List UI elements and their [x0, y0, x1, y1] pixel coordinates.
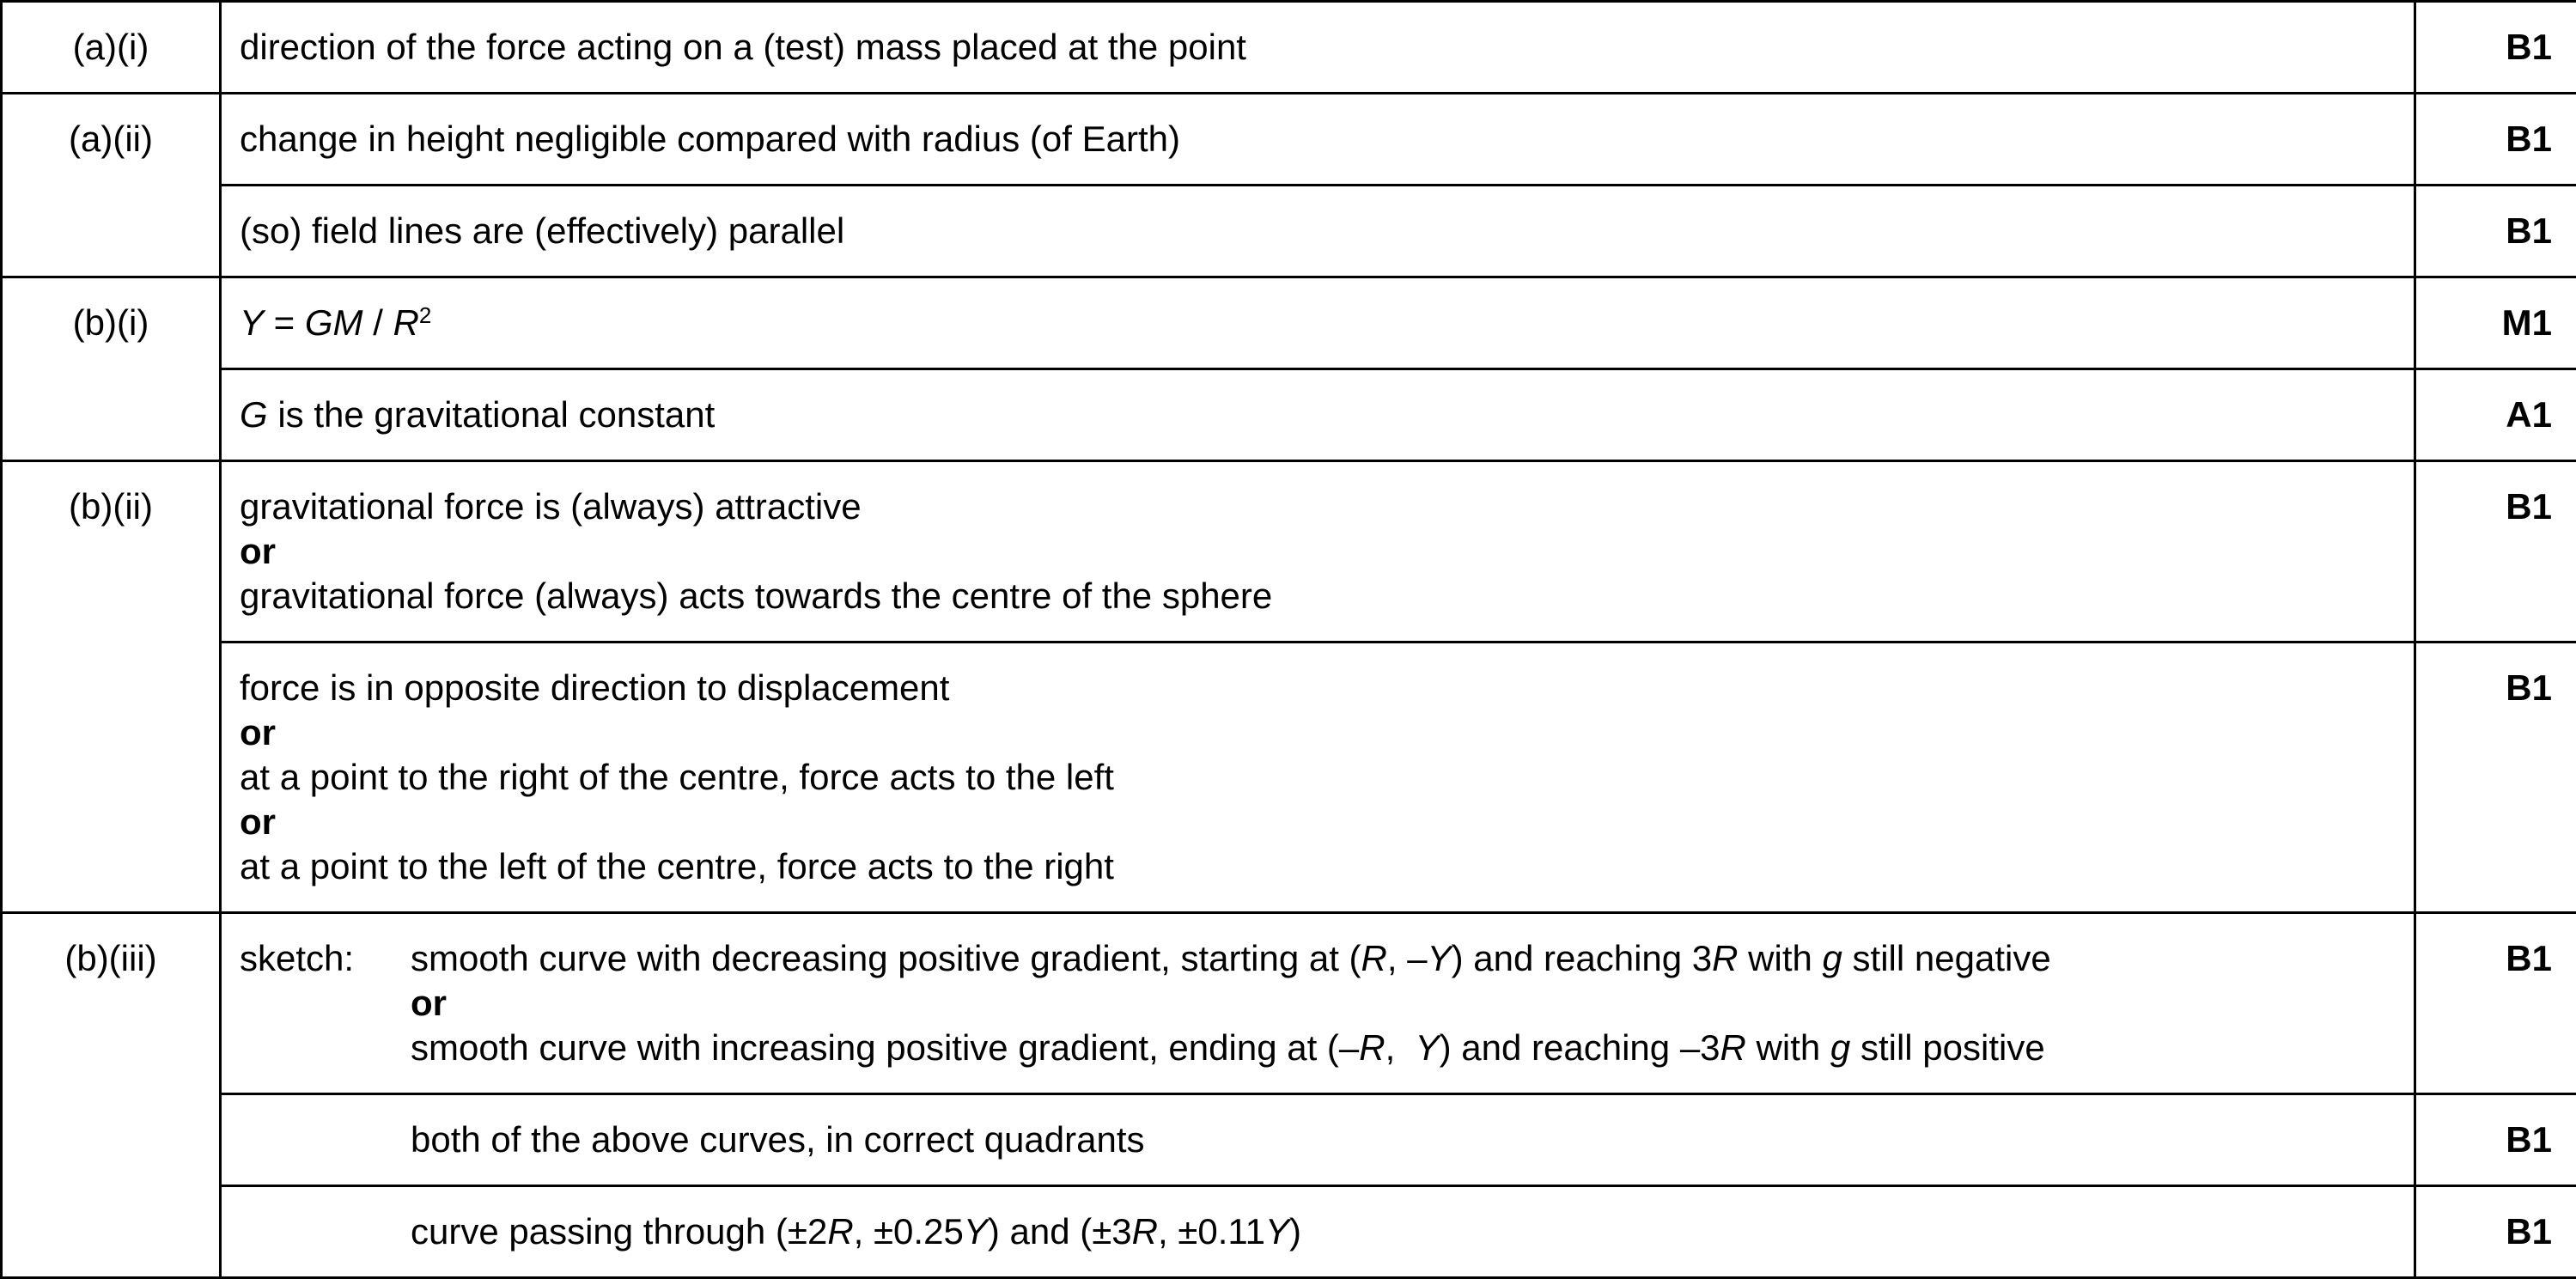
answer-a-i: direction of the force acting on a (test) mass placed at the point	[221, 2, 2415, 94]
answer-b-i-1	[221, 277, 2415, 369]
table-row	[2, 369, 2576, 461]
table-row	[2, 643, 2576, 913]
answer-line: curve passing through (±2R, ±0.25Y) and (±3R, ±0.11Y)	[240, 1209, 2396, 1254]
answer-b-ii-1	[221, 461, 2415, 643]
answer-line: smooth curve with decreasing positive gradient, starting at (R, –Y) and reaching 3R with g still negative	[411, 936, 2051, 981]
question-number-a-ii: (a)(ii)	[2, 94, 221, 277]
answer-b-ii-2	[221, 643, 2415, 913]
mark-b-ii-2: B1	[2415, 643, 2576, 913]
answer-line: both of the above curves, in correct quadrants	[240, 1118, 2396, 1162]
answer-line: gravitational force is (always) attractive	[240, 484, 2396, 529]
or-label: or	[240, 529, 2396, 574]
mark-b-ii-1: B1	[2415, 461, 2576, 643]
or-label: or	[411, 981, 2051, 1026]
answer-b-iii-3	[221, 1186, 2415, 1278]
answer-line: at a point to the left of the centre, force acts to the right	[240, 844, 2396, 889]
question-number-b-ii: (b)(ii)	[2, 461, 221, 913]
mark-b-iii-3: B1	[2415, 1186, 2576, 1278]
answer-b-iii-2	[221, 1094, 2415, 1186]
table-row	[2, 1094, 2576, 1186]
answer-line: smooth curve with increasing positive gradient, ending at (–R, Y) and reaching –3R with g still positive	[411, 1026, 2051, 1070]
table-row	[2, 277, 2576, 369]
mark-b-i-1: M1	[2415, 277, 2576, 369]
exponent: 2	[419, 302, 431, 328]
sketch-label: sketch:	[240, 936, 411, 1070]
table-row	[2, 94, 2576, 186]
question-number-b-iii: (b)(iii)	[2, 913, 221, 1278]
question-number-a-i: (a)(i)	[2, 2, 221, 94]
symbol-gm: GM	[305, 302, 363, 343]
mark-a-ii-1: B1	[2415, 94, 2576, 186]
answer-line: gravitational force (always) acts towards the centre of the sphere	[240, 574, 2396, 618]
mark-a-ii-2: B1	[2415, 186, 2576, 277]
answer-b-i-2-text: is the gravitational constant	[268, 394, 716, 435]
or-label: or	[240, 710, 2396, 755]
mark-a-i: B1	[2415, 2, 2576, 94]
symbol-r: R	[393, 302, 419, 343]
mark-b-iii-2: B1	[2415, 1094, 2576, 1186]
question-number-b-i: (b)(i)	[2, 277, 221, 461]
answer-a-ii-1: change in height negligible compared with radius (of Earth)	[221, 94, 2415, 186]
answer-b-iii-1	[221, 913, 2415, 1094]
or-label: or	[240, 800, 2396, 844]
table-row	[2, 186, 2576, 277]
equals-sign: =	[264, 302, 305, 343]
table-row	[2, 2, 2576, 94]
table-row	[2, 1186, 2576, 1278]
sketch-description	[411, 936, 2051, 1070]
answer-line: force is in opposite direction to displacement	[240, 666, 2396, 710]
answer-line: at a point to the right of the centre, force acts to the left	[240, 755, 2396, 800]
mark-b-iii-1: B1	[2415, 913, 2576, 1094]
table-row	[2, 913, 2576, 1094]
slash: /	[363, 302, 393, 343]
answer-a-ii-2: (so) field lines are (effectively) parallel	[221, 186, 2415, 277]
mark-b-i-2: A1	[2415, 369, 2576, 461]
symbol-y: Y	[240, 302, 264, 343]
answer-b-i-2	[221, 369, 2415, 461]
sketch-block	[240, 936, 2396, 1070]
table-row	[2, 461, 2576, 643]
symbol-g: G	[240, 394, 268, 435]
